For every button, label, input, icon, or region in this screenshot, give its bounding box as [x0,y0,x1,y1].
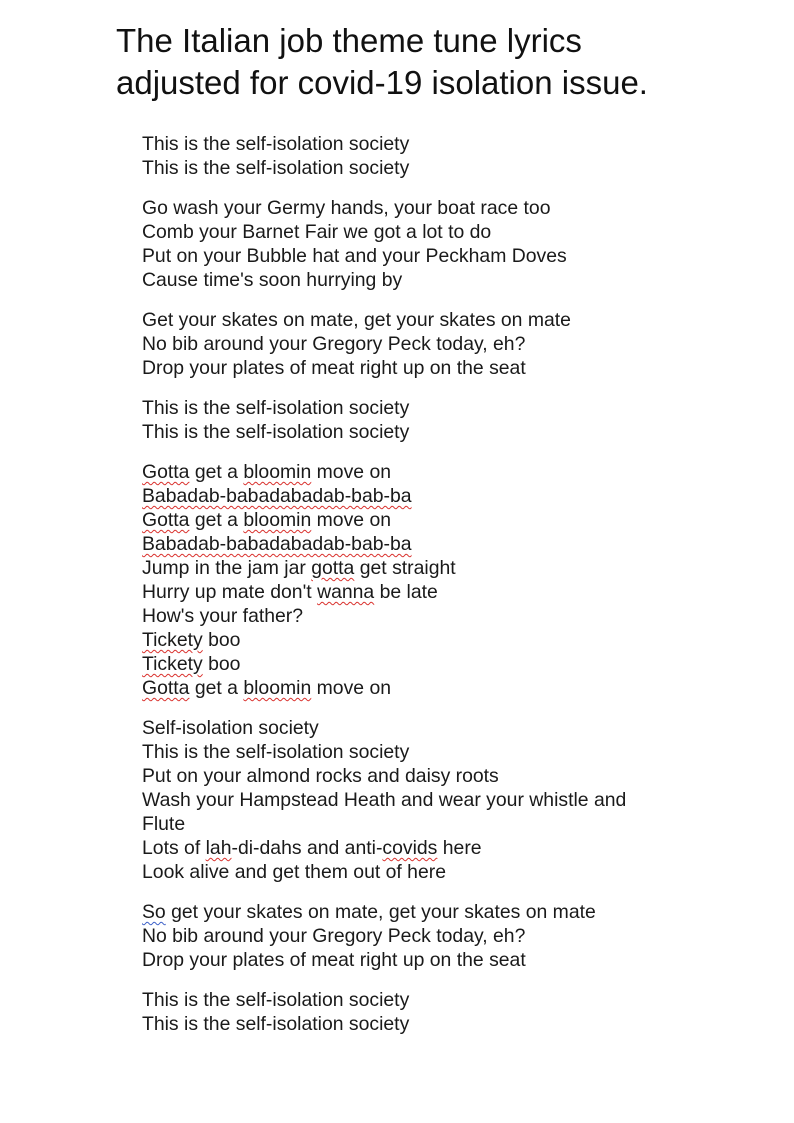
lyric-text: This is the self-isolation society [142,133,410,155]
lyric-line [142,356,702,380]
spelling-flagged-word: Tickety [142,653,203,675]
lyric-line [142,788,702,812]
grammar-flagged-word: So [142,901,166,923]
lyric-text: Look alive and get them out of here [142,861,446,883]
lyric-line [142,244,702,268]
lyric-text: Lots of [142,837,206,859]
lyric-text: be late [374,581,438,603]
spelling-flagged-word: Babadab-babadabadab-bab-ba [142,533,412,555]
lyric-line [142,396,702,420]
lyric-text: This is the self-isolation society [142,741,410,763]
lyric-text: move on [311,677,392,699]
lyric-text: here [437,837,482,859]
lyric-text: Get your skates on mate, get your skates on mate [142,309,571,331]
lyric-text: Drop your plates of meat right up on the seat [142,949,526,971]
stanza [142,716,702,884]
lyric-text: Put on your almond rocks and daisy roots [142,765,499,787]
lyric-text: This is the self-isolation society [142,1013,410,1035]
lyric-text: Flute [142,813,186,835]
lyric-line [142,308,702,332]
lyric-line [142,580,702,604]
lyric-line [142,900,702,924]
lyric-text: This is the self-isolation society [142,157,410,179]
lyric-text: How's your father? [142,605,304,627]
lyric-line [142,652,702,676]
lyric-text: Self-isolation society [142,717,319,739]
lyric-line [142,460,702,484]
lyric-text: move on [311,509,392,531]
lyric-line [142,740,702,764]
stanza [142,396,702,444]
spelling-flagged-word: Gotta [142,461,190,483]
stanza [142,988,702,1036]
lyric-text: This is the self-isolation society [142,989,410,1011]
lyric-text: Drop your plates of meat right up on the seat [142,357,526,379]
lyric-line [142,508,702,532]
lyric-text: get straight [354,557,456,579]
lyric-line [142,132,702,156]
stanza [142,132,702,180]
stanza [142,460,702,700]
lyric-line [142,1012,702,1036]
title-line-1: The Italian job theme tune lyrics [116,22,582,59]
lyric-line [142,420,702,444]
lyric-text: get a [189,677,244,699]
lyric-line [142,628,702,652]
lyric-line [142,220,702,244]
lyric-text: get a [189,461,244,483]
spelling-flagged-word: wanna [317,581,375,603]
stanza [142,196,702,292]
lyric-line [142,156,702,180]
spelling-flagged-word: covids [382,837,438,859]
stanza [142,900,702,972]
lyric-line [142,332,702,356]
lyrics-body [142,132,702,1052]
spelling-flagged-word: Babadab-babadabadab-bab-ba [142,485,412,507]
lyric-text: Jump in the jam jar [142,557,312,579]
lyric-text: Go wash your Germy hands, your boat race too [142,197,551,219]
lyric-text: get a [189,509,244,531]
spelling-flagged-word: Gotta [142,509,190,531]
lyric-text: Hurry up mate don't [142,581,318,603]
spelling-flagged-word: Tickety [142,629,203,651]
lyric-text: This is the self-isolation society [142,397,410,419]
title-line-2: adjusted for covid-19 isolation issue. [116,64,648,101]
spelling-flagged-word: Gotta [142,677,190,699]
lyric-text: move on [311,461,392,483]
lyric-line [142,924,702,948]
spelling-flagged-word: bloomin [243,509,312,531]
lyric-line [142,860,702,884]
lyric-line [142,196,702,220]
lyric-line [142,556,702,580]
spelling-flagged-word: bloomin [243,677,312,699]
lyric-text: -di-dahs and anti- [231,837,383,859]
lyric-line [142,812,702,836]
lyric-text: Wash your Hampstead Heath and wear your whistle and [142,789,627,811]
lyric-text: Cause time's soon hurrying by [142,269,403,291]
lyric-text: Comb your Barnet Fair we got a lot to do [142,221,492,243]
lyric-line [142,268,702,292]
lyric-line [142,764,702,788]
lyric-line [142,948,702,972]
spelling-flagged-word: gotta [311,557,355,579]
stanza [142,308,702,380]
lyric-line [142,484,702,508]
lyric-text: No bib around your Gregory Peck today, eh? [142,333,526,355]
lyric-line [142,988,702,1012]
lyric-text: boo [202,629,241,651]
lyric-text: get your skates on mate, get your skates on mate [165,901,596,923]
spelling-flagged-word: bloomin [243,461,312,483]
lyric-line [142,532,702,556]
lyric-text: Put on your Bubble hat and your Peckham Doves [142,245,567,267]
lyric-line [142,836,702,860]
spelling-flagged-word: lah [205,837,232,859]
lyric-line [142,604,702,628]
lyric-line [142,676,702,700]
lyric-text: boo [202,653,241,675]
lyric-text: This is the self-isolation society [142,421,410,443]
lyric-line [142,716,702,740]
document-title [116,20,776,104]
lyric-text: No bib around your Gregory Peck today, eh? [142,925,526,947]
